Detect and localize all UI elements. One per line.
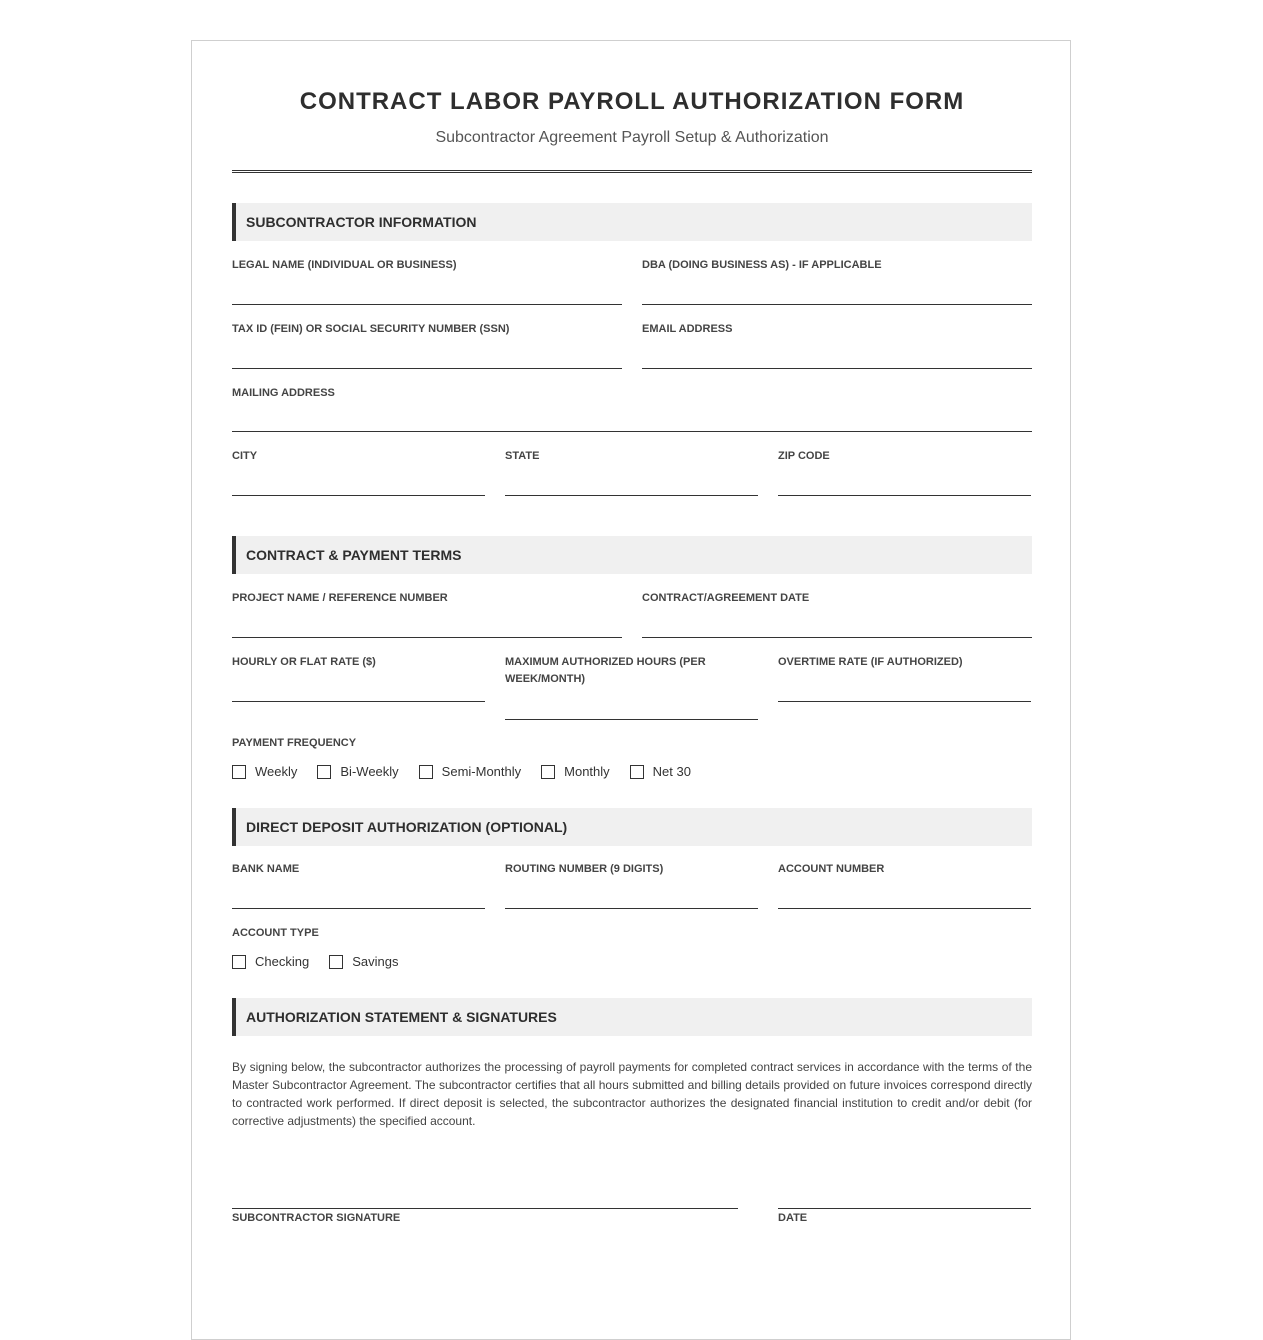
city-label: CITY	[232, 450, 258, 462]
contract-date-field[interactable]	[642, 590, 1032, 638]
city-input-line[interactable]	[232, 495, 485, 496]
rate-input-line[interactable]	[232, 701, 485, 702]
account-type-label: ACCOUNT TYPE	[232, 927, 319, 939]
overtime-field[interactable]	[778, 654, 1031, 702]
header-divider	[232, 170, 1032, 173]
account-type-option-savings[interactable]	[329, 954, 398, 969]
form-sheet	[191, 40, 1071, 1340]
overtime-input-line[interactable]	[778, 701, 1031, 702]
contract-date-label: CONTRACT/AGREEMENT DATE	[642, 592, 810, 604]
city-field[interactable]	[232, 448, 485, 496]
checkbox-weekly[interactable]	[232, 765, 246, 779]
zip-label: ZIP CODE	[778, 450, 830, 462]
contract-date-input-line[interactable]	[642, 637, 1032, 638]
frequency-option-monthly[interactable]	[541, 764, 610, 779]
routing-number-input-line[interactable]	[505, 908, 758, 909]
email-field[interactable]	[642, 321, 1032, 369]
zip-field[interactable]	[778, 448, 1031, 496]
account-number-input-line[interactable]	[778, 908, 1031, 909]
date-line[interactable]	[778, 1208, 1031, 1209]
rate-label: HOURLY OR FLAT RATE ($)	[232, 656, 376, 668]
bank-name-field[interactable]	[232, 861, 485, 909]
project-field[interactable]	[232, 590, 622, 638]
account-number-field[interactable]	[778, 861, 1031, 909]
frequency-option-label: Bi-Weekly	[340, 764, 399, 779]
tax-id-input-line[interactable]	[232, 368, 622, 369]
section-heading-subcontractor: SUBCONTRACTOR INFORMATION	[232, 203, 1032, 241]
checkbox-savings[interactable]	[329, 955, 343, 969]
max-hours-input-line[interactable]	[505, 719, 758, 720]
state-input-line[interactable]	[505, 495, 758, 496]
zip-input-line[interactable]	[778, 495, 1031, 496]
frequency-option-semimonthly[interactable]	[419, 764, 521, 779]
section-heading-authorization: AUTHORIZATION STATEMENT & SIGNATURES	[232, 998, 1032, 1036]
frequency-option-weekly[interactable]	[232, 764, 297, 779]
account-type-option-label: Checking	[255, 954, 310, 969]
email-label: EMAIL ADDRESS	[642, 323, 733, 335]
state-field[interactable]	[505, 448, 758, 496]
frequency-option-label: Net 30	[652, 764, 691, 779]
form-subtitle: Subcontractor Agreement Payroll Setup & Authorization	[435, 129, 829, 146]
account-number-label: ACCOUNT NUMBER	[778, 863, 885, 875]
bank-name-label: BANK NAME	[232, 863, 300, 875]
section-heading-contract: CONTRACT & PAYMENT TERMS	[232, 536, 1032, 574]
checkbox-semimonthly[interactable]	[419, 765, 433, 779]
checkbox-biweekly[interactable]	[317, 765, 331, 779]
max-hours-label: MAXIMUM AUTHORIZED HOURS (PER WEEK/MONTH)	[505, 656, 706, 685]
max-hours-field[interactable]	[505, 654, 758, 720]
dba-input-line[interactable]	[642, 304, 1032, 305]
section-heading-deposit: DIRECT DEPOSIT AUTHORIZATION (OPTIONAL)	[232, 808, 1032, 846]
dba-label: DBA (DOING BUSINESS AS) - IF APPLICABLE	[642, 259, 882, 271]
payment-frequency-label: PAYMENT FREQUENCY	[232, 737, 357, 749]
signature-line[interactable]	[232, 1208, 738, 1209]
signature-label: SUBCONTRACTOR SIGNATURE	[232, 1212, 401, 1224]
project-input-line[interactable]	[232, 637, 622, 638]
account-type-option-label: Savings	[352, 954, 399, 969]
legal-name-field[interactable]	[232, 257, 622, 305]
checkbox-monthly[interactable]	[541, 765, 555, 779]
project-label: PROJECT NAME / REFERENCE NUMBER	[232, 592, 448, 604]
tax-id-field[interactable]	[232, 321, 622, 369]
tax-id-label: TAX ID (FEIN) OR SOCIAL SECURITY NUMBER (SSN)	[232, 323, 510, 335]
payment-frequency-group	[232, 735, 632, 753]
dba-field[interactable]	[642, 257, 1032, 305]
form-title: CONTRACT LABOR PAYROLL AUTHORIZATION FORM	[299, 88, 965, 115]
frequency-option-net30[interactable]	[630, 764, 691, 779]
frequency-option-label: Monthly	[564, 764, 610, 779]
routing-number-field[interactable]	[505, 861, 758, 909]
legal-name-input-line[interactable]	[232, 304, 622, 305]
account-type-group	[232, 925, 632, 943]
frequency-option-label: Weekly	[255, 764, 298, 779]
frequency-option-label: Semi-Monthly	[441, 764, 522, 779]
checkbox-checking[interactable]	[232, 955, 246, 969]
rate-field[interactable]	[232, 654, 485, 702]
date-label: DATE	[778, 1212, 808, 1224]
bank-name-input-line[interactable]	[232, 908, 485, 909]
mailing-address-field[interactable]	[232, 385, 1032, 433]
authorization-statement: By signing below, the subcontractor authorizes the processing of payroll payments for completed contract services in accordance with the terms of the Master Subcontractor Agreement. The subcontractor certifies that all hours submitted and billing details provided on future invoices correspond directly to contracted work performed. If direct deposit is selected, the subcontractor authorizes the designated financial institution to credit and/or debit (for corrective adjustments) the specified account.	[232, 1060, 1032, 1128]
routing-number-label: ROUTING NUMBER (9 DIGITS)	[505, 863, 664, 875]
mailing-address-input-line[interactable]	[232, 431, 1032, 432]
overtime-label: OVERTIME RATE (IF AUTHORIZED)	[778, 656, 963, 668]
payment-frequency-options	[232, 764, 711, 779]
checkbox-net30[interactable]	[630, 765, 644, 779]
account-type-option-checking[interactable]	[232, 954, 309, 969]
mailing-address-label: MAILING ADDRESS	[232, 387, 335, 399]
email-input-line[interactable]	[642, 368, 1032, 369]
account-type-options	[232, 954, 418, 969]
state-label: STATE	[505, 450, 540, 462]
frequency-option-biweekly[interactable]	[317, 764, 398, 779]
legal-name-label: LEGAL NAME (INDIVIDUAL OR BUSINESS)	[232, 259, 457, 271]
